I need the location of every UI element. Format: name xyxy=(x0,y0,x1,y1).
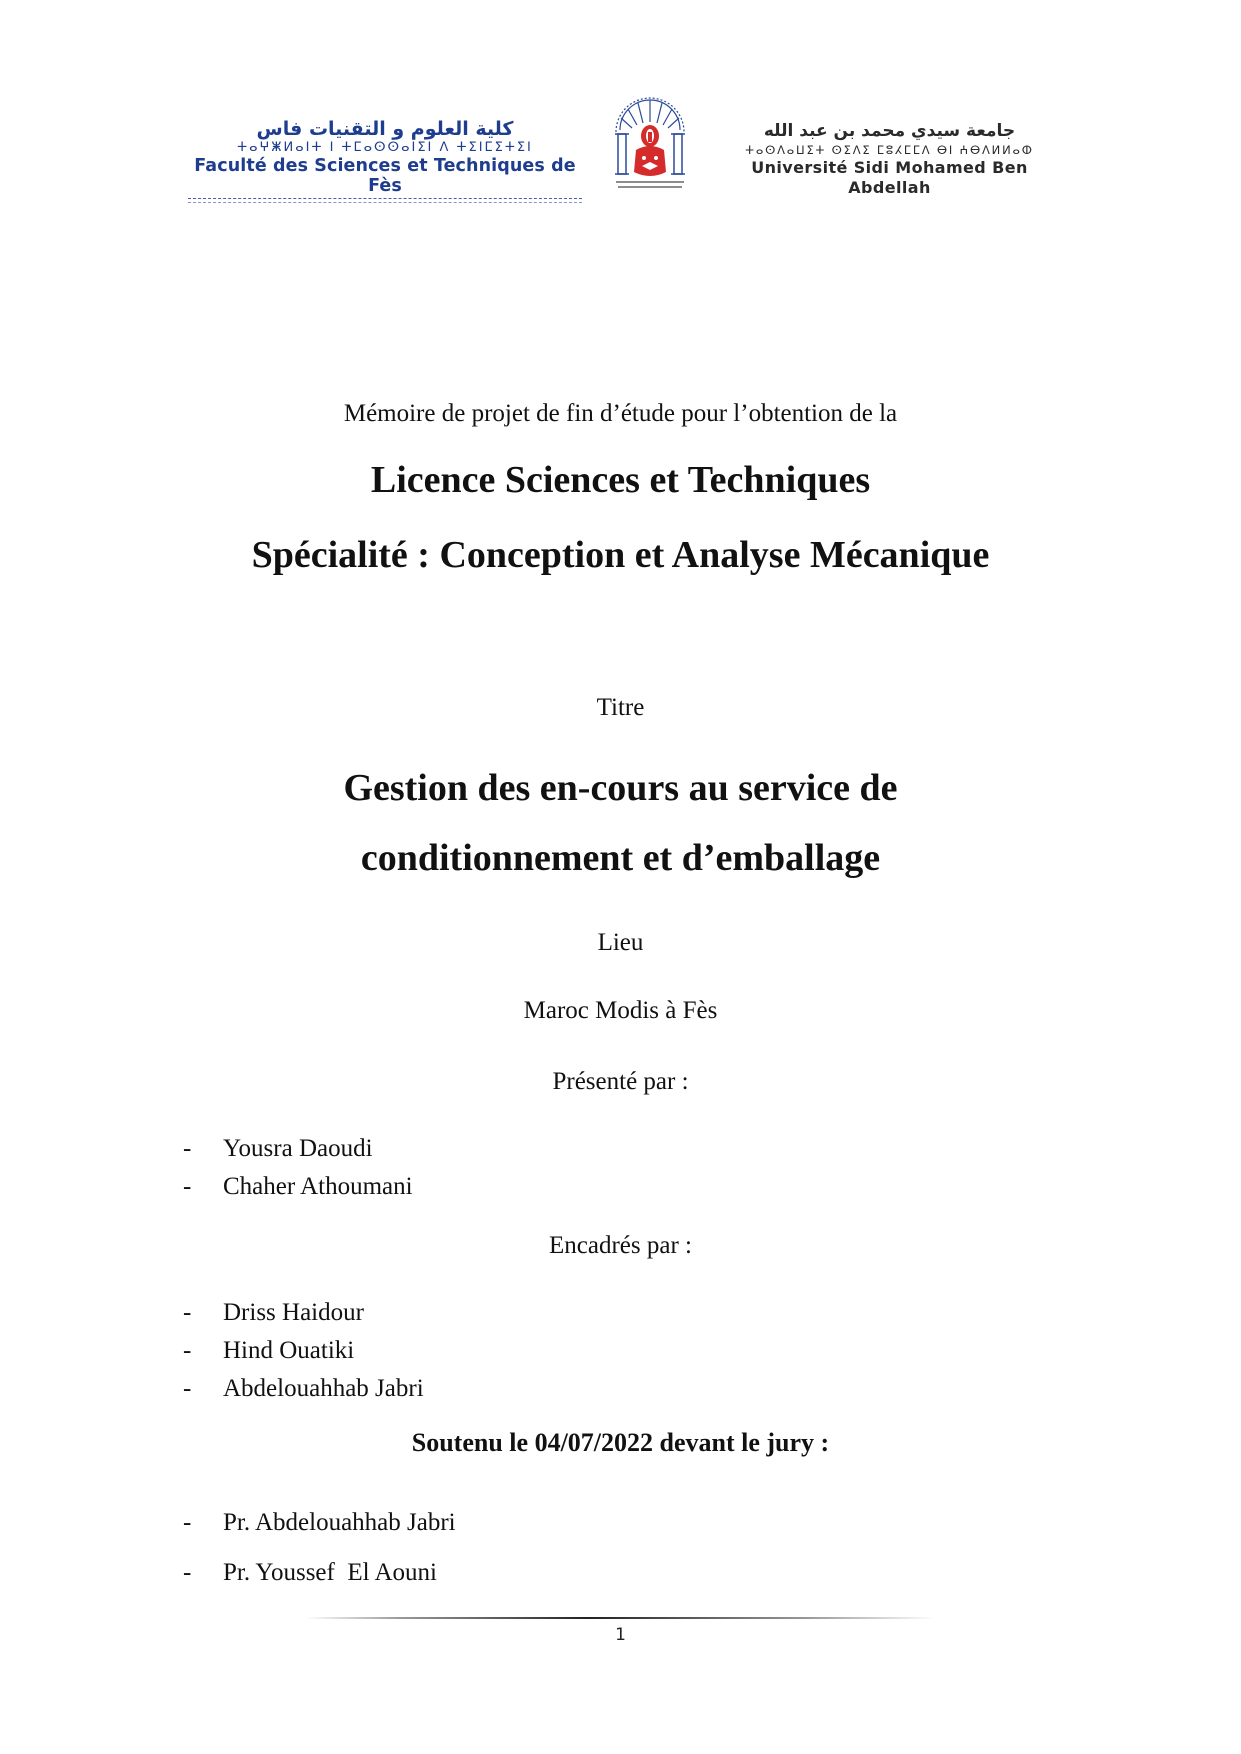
bullet-dash: - xyxy=(183,1299,192,1326)
bullet-dash: - xyxy=(183,1135,192,1162)
usmba-logo xyxy=(712,120,1067,197)
list-item xyxy=(183,1294,424,1332)
jury-list xyxy=(183,1498,456,1598)
supervisor-name: Driss Haidour xyxy=(223,1299,364,1326)
usmba-name-french: Université Sidi Mohamed Ben Abdellah xyxy=(751,158,1028,197)
jury-member-name: Pr. Abdelouahhab Jabri xyxy=(223,1509,456,1536)
list-item xyxy=(183,1548,456,1598)
list-item xyxy=(183,1332,424,1370)
supervisors-list xyxy=(183,1294,424,1408)
student-name: Chaher Athoumani xyxy=(223,1173,413,1200)
specialty-title: Spécialité : Conception et Analyse Mécanique xyxy=(251,534,990,576)
presented-by-label: Présenté par : xyxy=(552,1068,689,1095)
page-number: 1 xyxy=(615,1625,626,1645)
title-label: Titre xyxy=(596,694,645,721)
defense-date-line: Soutenu le 04/07/2022 devant le jury : xyxy=(411,1428,830,1457)
bullet-dash: - xyxy=(183,1509,192,1536)
place-label: Lieu xyxy=(597,929,644,956)
fst-name-arabic: كلية العلوم و التقنيات فاس xyxy=(256,118,514,140)
list-item xyxy=(183,1168,413,1206)
footer-divider xyxy=(305,1617,935,1619)
university-emblem-icon xyxy=(610,92,690,192)
list-item xyxy=(183,1498,456,1548)
thesis-title-line-1: Gestion des en-cours au service de xyxy=(343,767,898,809)
fst-name-tifinagh: ⵜⴰⵖⵥⵍⴰⵏⵜ ⵏ ⵜⵎⴰⵙⵙⴰⵏⵉⵏ ⴷ ⵜⵉⵏⵎⵉⵜⵉⵏ xyxy=(237,140,533,155)
bullet-dash: - xyxy=(183,1173,192,1200)
thesis-title-line-2: conditionnement et d’emballage xyxy=(360,837,881,879)
list-item xyxy=(183,1130,413,1168)
bullet-dash: - xyxy=(183,1337,192,1364)
fst-underline-decoration xyxy=(188,198,582,203)
usmba-name-tifinagh: ⵜⴰⵙⴷⴰⵡⵉⵜ ⵙⵉⴷⵉ ⵎⵓⵃⵎⵎⴷ ⴱⵏ ⵄⴱⴷⵍⵍⴰⵀ xyxy=(745,143,1034,157)
fst-name-french: Faculté des Sciences et Techniques de Fès xyxy=(194,156,576,196)
place-value: Maroc Modis à Fès xyxy=(523,997,718,1024)
bullet-dash: - xyxy=(183,1375,192,1402)
students-list xyxy=(183,1130,413,1206)
degree-title: Licence Sciences et Techniques xyxy=(370,459,871,501)
intro-line: Mémoire de projet de fin d’étude pour l’obtention de la xyxy=(343,400,898,427)
list-item xyxy=(183,1370,424,1408)
student-name: Yousra Daoudi xyxy=(223,1135,373,1162)
usmba-name-arabic: جامعة سيدي محمد بن عبد الله xyxy=(763,121,1016,141)
supervised-by-label: Encadrés par : xyxy=(549,1232,692,1259)
bullet-dash: - xyxy=(183,1559,192,1586)
supervisor-name: Hind Ouatiki xyxy=(223,1337,355,1364)
jury-member-name: Pr. Youssef El Aouni xyxy=(223,1559,437,1586)
fst-logo xyxy=(185,118,585,196)
supervisor-name: Abdelouahhab Jabri xyxy=(223,1375,424,1402)
